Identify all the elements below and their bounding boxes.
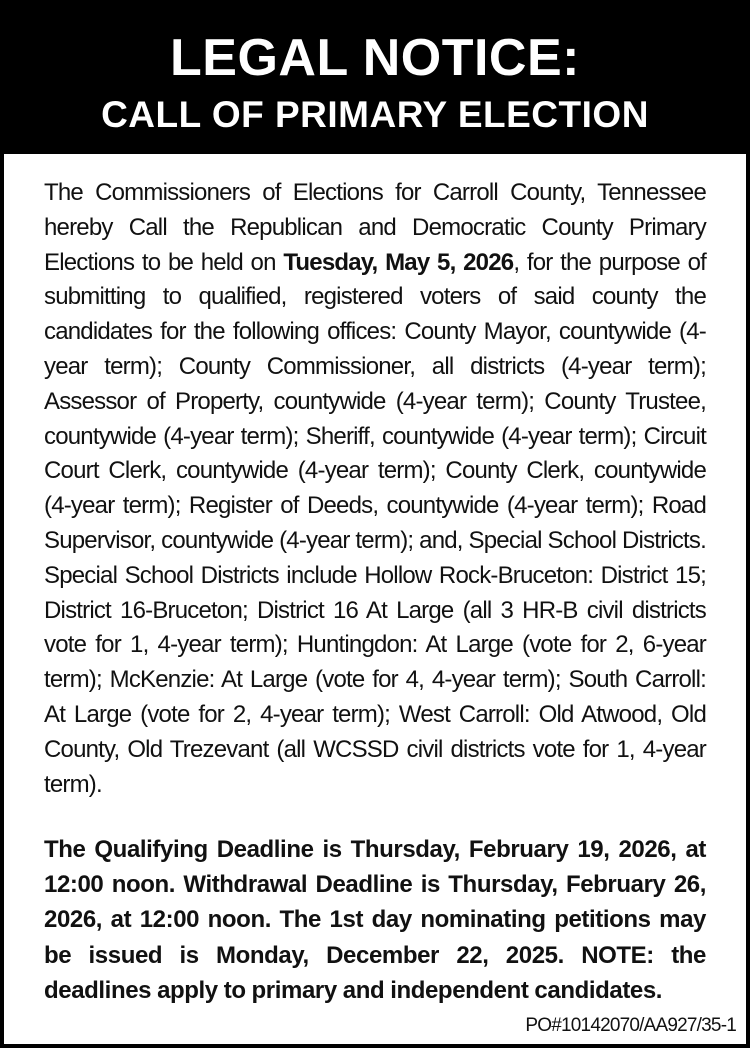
notice-title: LEGAL NOTICE: bbox=[170, 29, 580, 87]
notice-subtitle: CALL OF PRIMARY ELECTION bbox=[101, 94, 649, 135]
body-intro: The Commissioners of Elections for Carroll County, Tennessee hereby Call the Republican and Democratic County Primary Elections to be held on bbox=[44, 179, 706, 276]
body-rest: , for the purpose of submitting to qualified, registered voters of said county the candidates for the following offices: County Mayor, countywide (4-year term); County Commissioner, all districts (4-year term); Assessor of Property, countywide (4-year term); County Trustee, countywide (4-year term); Sheriff, countywide (4-year term); Circuit Court Clerk, countywide (4-year term); County Clerk, countywide (4-year term); Register of Deeds, countywide (4-year term); Road Supervisor, countywide (4-year term); and, Special School Districts. Special School Districts include Hollow Rock-Bruceton: District 15; District 16-Bruceton; District 16 At Large (all 3 HR-B civil districts vote for 1, 4-year term); Huntingdon: At Large (vote for 2, 6-year term); McKenzie: At Large (vote for 4, 4-year term); South Carroll: At Large (vote for 2, 4-year term); West Carroll: Old Atwood, Old County, Old Trezevant (all WCSSD civil districts vote for 1, 4-year term). bbox=[44, 248, 706, 798]
election-date: Tuesday, May 5, 2026 bbox=[283, 248, 514, 276]
notice-body bbox=[44, 176, 706, 802]
po-number: PO#10142070/AA927/35-1 bbox=[525, 1015, 736, 1036]
deadline-paragraph: The Qualifying Deadline is Thursday, February 19, 2026, at 12:00 noon. Withdrawal Deadline is Thursday, February 26, 2026, at 12:00 noon. The 1st day nominating petitions may be issued is Monday, December 22, 2025. NOTE: the deadlines apply to primary and independent candidates. bbox=[44, 836, 706, 1004]
notice-header bbox=[4, 4, 746, 154]
